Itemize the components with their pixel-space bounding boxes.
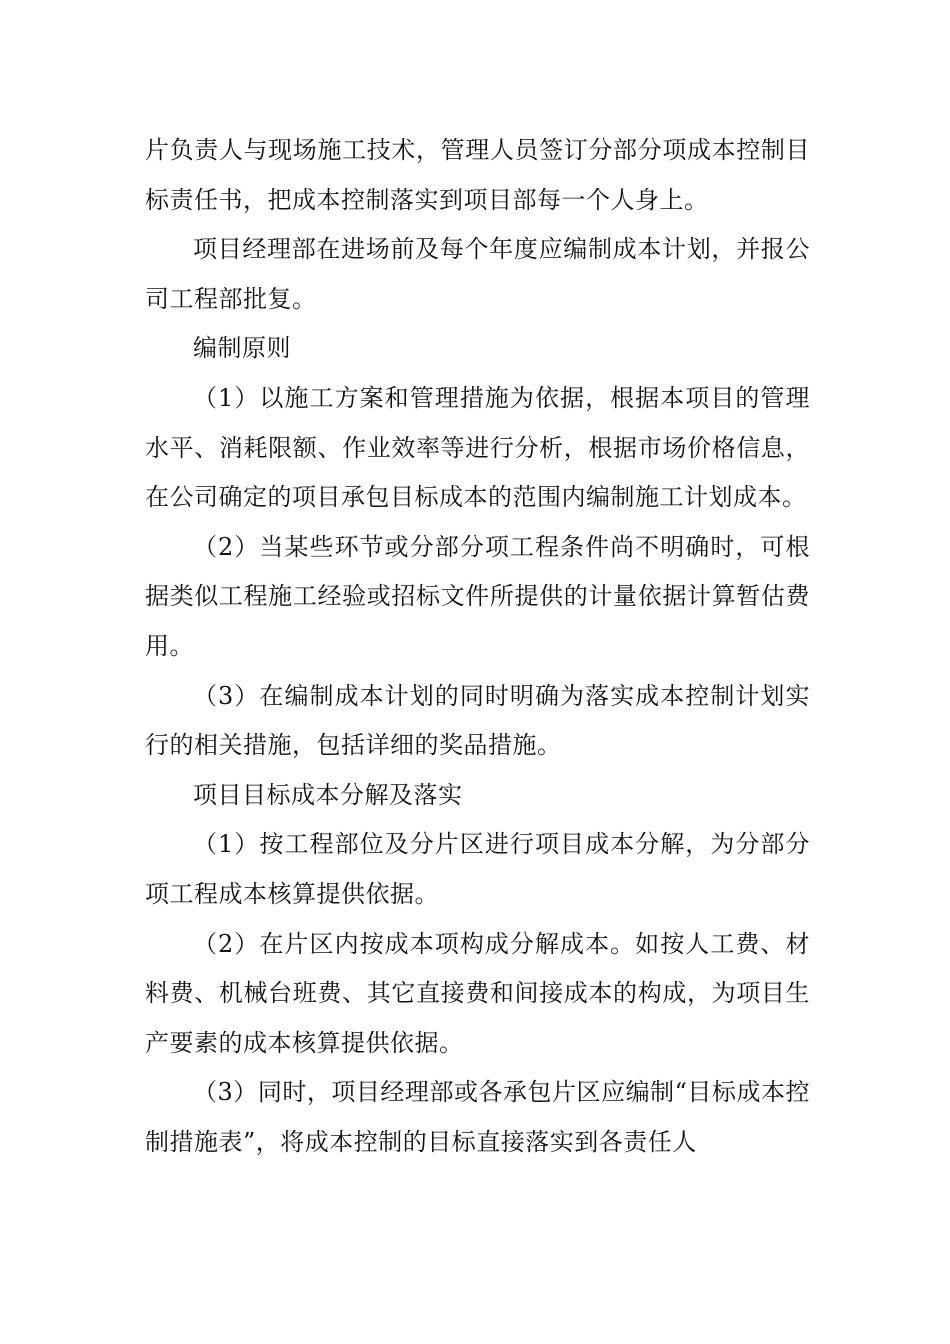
document-body: [145, 126, 810, 1167]
decomposition-item-1: （1）按工程部位及分片区进行项目成本分解，为分部分项工程成本核算提供依据。: [145, 830, 810, 908]
decomposition-item-3: （3）同时，项目经理部或各承包片区应编制“目标成本控制措施表”，将成本控制的目标直接落实到各责任人: [145, 1078, 810, 1156]
paragraph-cost-plan: 项目经理部在进场前及每个年度应编制成本计划，并报公司工程部批复。: [145, 235, 810, 313]
section-heading-principles: 编制原则: [193, 334, 291, 363]
principle-item-1: （1）以施工方案和管理措施为依据，根据本项目的管理水平、消耗限额、作业效率等进行分析，根据市场价格信息，在公司确定的项目承包目标成本的范围内编制施工计划成本。: [145, 383, 810, 512]
principle-item-2: （2）当某些环节或分部分项工程条件尚不明确时，可根据类似工程施工经验或招标文件所提供的计量依据计算暂估费用。: [145, 532, 810, 660]
section-heading-decomposition: 项目目标成本分解及落实: [193, 780, 463, 809]
decomposition-item-2: （2）在片区内按成本项构成分解成本。如按人工费、材料费、机械台班费、其它直接费和间接成本的构成，为项目生产要素的成本核算提供依据。: [145, 929, 810, 1057]
paragraph-continuation: 片负责人与现场施工技术，管理人员签订分部分项成本控制目标责任书，把成本控制落实到项目部每一个人身上。: [145, 136, 810, 214]
principle-item-3: （3）在编制成本计划的同时明确为落实成本控制计划实行的相关措施，包括详细的奖品措施。: [145, 681, 810, 760]
